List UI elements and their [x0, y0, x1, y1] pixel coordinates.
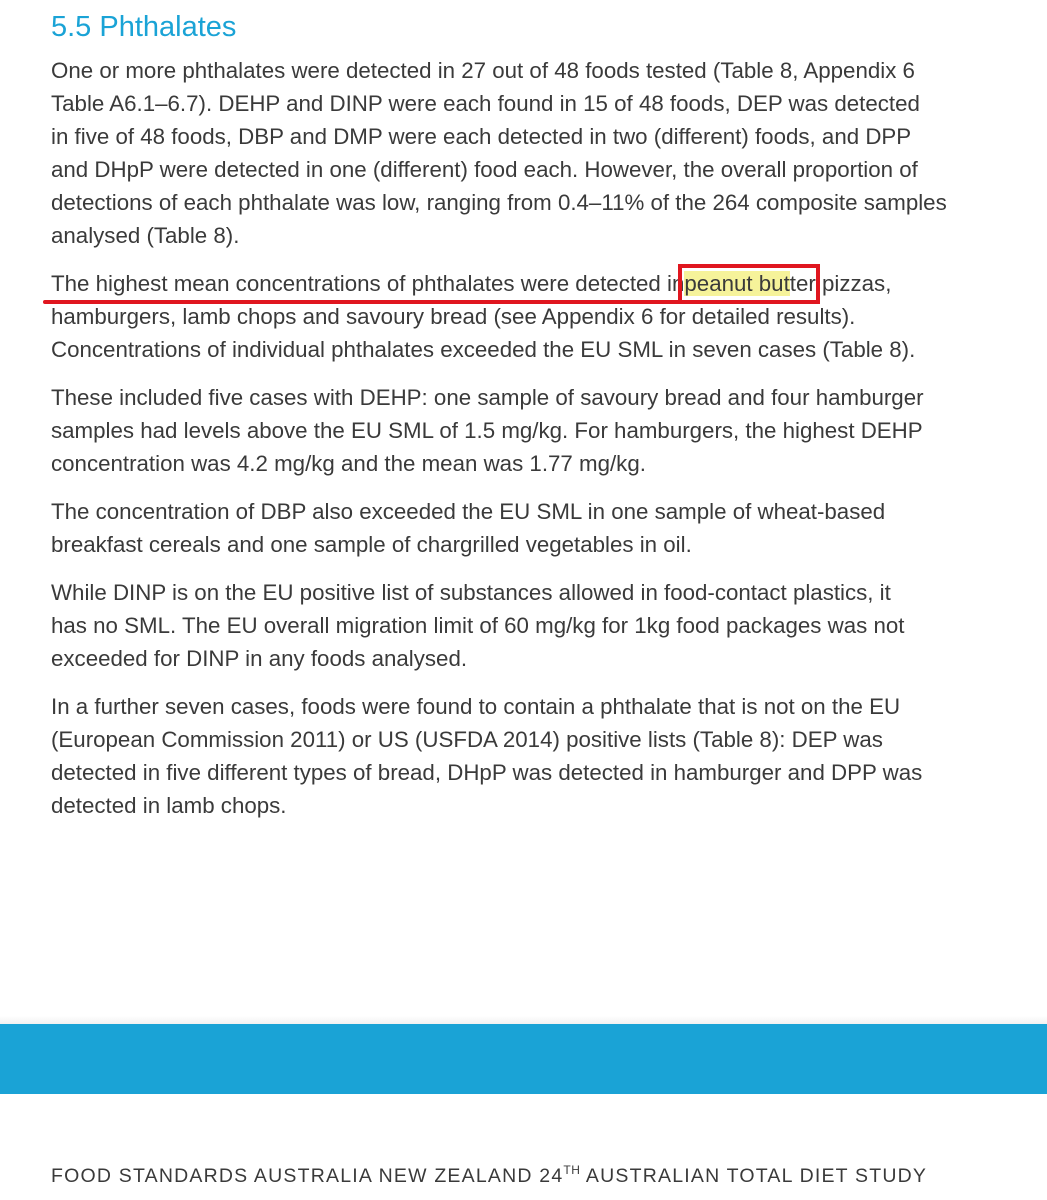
page-footer — [51, 1163, 927, 1188]
paragraph-highest-concentrations — [51, 267, 1036, 366]
text-line: hamburgers, lamb chops and savoury bread (see Appendix 6 for detailed results). — [51, 304, 856, 329]
text-after-box: pizzas, — [815, 271, 892, 296]
text-line: While DINP is on the EU positive list of substances allowed in food-contact plastics, it — [51, 580, 891, 605]
text-line: One or more phthalates were detected in 27 out of 48 foods tested (Table 8, Appendix 6 — [51, 58, 915, 83]
text-line: concentration was 4.2 mg/kg and the mean was 1.77 mg/kg. — [51, 451, 646, 476]
section-heading: 5.5 Phthalates — [51, 11, 237, 43]
text-line: in five of 48 foods, DBP and DMP were each detected in two (different) foods, and DPP — [51, 124, 912, 149]
text-line: The concentration of DBP also exceeded the EU SML in one sample of wheat-based — [51, 499, 886, 524]
paragraph-dehp-cases — [51, 381, 1036, 480]
text-line: and DHpP were detected in one (different) food each. However, the overall proportion of — [51, 157, 918, 182]
text-line: (European Commission 2011) or US (USFDA 2014) positive lists (Table 8): DEP was — [51, 727, 883, 752]
annotated-line — [51, 267, 1036, 300]
text-line: detected in lamb chops. — [51, 793, 287, 818]
text-line: samples had levels above the EU SML of 1.5 mg/kg. For hamburgers, the highest DEHP — [51, 418, 923, 443]
underlined-text — [51, 271, 684, 296]
highlighted-text: peanut but — [684, 271, 790, 296]
paragraph-further-cases — [51, 690, 1036, 822]
text-line: breakfast cereals and one sample of chargrilled vegetables in oil. — [51, 532, 692, 557]
text-line: These included five cases with DEHP: one sample of savoury bread and four hamburger — [51, 385, 924, 410]
text-line: detected in five different types of bread, DHpP was detected in hamburger and DPP was — [51, 760, 923, 785]
text-line: exceeded for DINP in any foods analysed. — [51, 646, 468, 671]
red-box-annotation — [678, 264, 819, 304]
footer-color-band — [0, 1024, 1047, 1094]
footer-superscript: TH — [563, 1163, 581, 1177]
boxed-phrase — [684, 267, 815, 300]
body-text — [51, 54, 1036, 837]
text-line: detections of each phthalate was low, ranging from 0.4–11% of the 264 composite samples — [51, 190, 947, 215]
text-line: Concentrations of individual phthalates exceeded the EU SML in seven cases (Table 8). — [51, 337, 916, 362]
paragraph-dinp — [51, 576, 1036, 675]
text-line: has no SML. The EU overall migration limit of 60 mg/kg for 1kg food packages was not — [51, 613, 905, 638]
boxed-text-rest: ter — [789, 271, 816, 296]
red-underline-annotation — [43, 300, 690, 304]
text-line: analysed (Table 8). — [51, 223, 240, 248]
underlined-phrase: The highest mean concentrations of phthalates were detected in — [51, 271, 685, 296]
paragraph-dbp — [51, 495, 1036, 561]
paragraph-detections — [51, 54, 1036, 252]
text-line: In a further seven cases, foods were found to contain a phthalate that is not on the EU — [51, 694, 901, 719]
text-line: Table A6.1–6.7). DEHP and DINP were each found in 15 of 48 foods, DEP was detected — [51, 91, 920, 116]
footer-text-start: FOOD STANDARDS AUSTRALIA NEW ZEALAND 24 — [51, 1165, 564, 1187]
footer-text-end: AUSTRALIAN TOTAL DIET STUDY — [580, 1165, 928, 1187]
